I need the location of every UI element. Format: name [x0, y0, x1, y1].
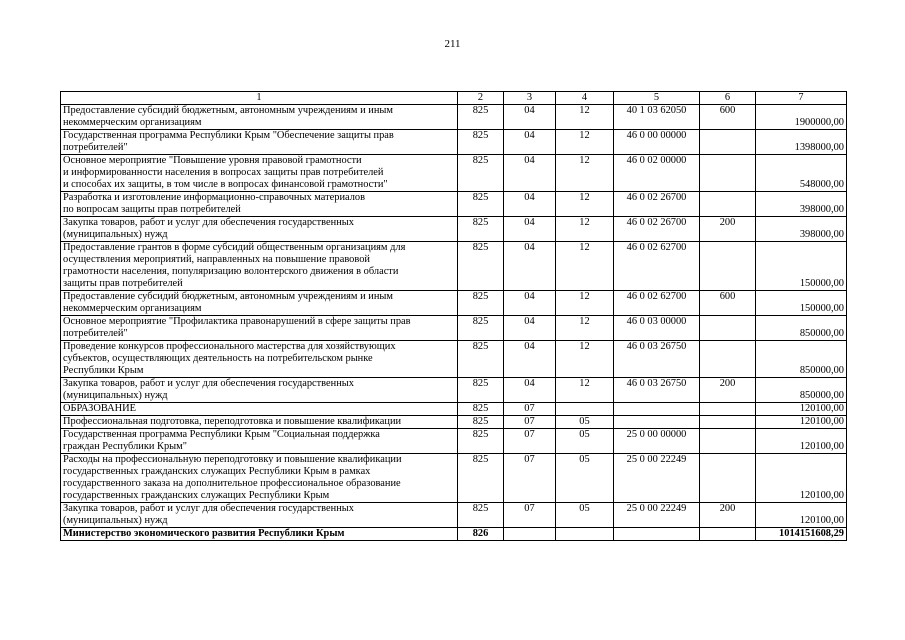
row-code-5-cell: 40 1 03 62050	[614, 105, 700, 130]
row-code-4-cell: 12	[556, 291, 614, 316]
row-code-4-cell: 12	[556, 217, 614, 242]
row-code-6-cell	[700, 130, 756, 155]
table-row	[61, 316, 847, 341]
row-code-4-cell	[556, 528, 614, 541]
row-code-5-cell: 46 0 02 00000	[614, 155, 700, 192]
row-name-cell: Предоставление субсидий бюджетным, автономным учреждениям и иным некоммерческим организациям	[61, 105, 458, 130]
page-number: 211	[444, 38, 461, 50]
table-row	[61, 217, 847, 242]
table-row	[61, 341, 847, 378]
row-code-5-cell: 46 0 02 62700	[614, 242, 700, 291]
row-code-3-cell: 04	[504, 155, 556, 192]
row-code-2-cell: 825	[458, 192, 504, 217]
row-code-5-cell	[614, 528, 700, 541]
row-code-5-cell	[614, 416, 700, 429]
row-code-5-cell	[614, 403, 700, 416]
row-amount-cell: 850000,00	[756, 316, 847, 341]
table-row	[61, 105, 847, 130]
row-code-5-cell: 46 0 02 26700	[614, 217, 700, 242]
row-code-3-cell: 07	[504, 416, 556, 429]
row-code-6-cell: 600	[700, 105, 756, 130]
row-code-5-cell: 46 0 03 26750	[614, 378, 700, 403]
row-code-4-cell: 12	[556, 242, 614, 291]
table-header-row	[61, 92, 847, 105]
row-code-5-cell: 25 0 00 00000	[614, 429, 700, 454]
row-name-cell: Расходы на профессиональную переподготовку и повышение квалификации государственных гражданских служащих Республики Крым в рамках государственного заказа на дополнительное профессиональное образование государственных гражданских служащих Республики Крым	[61, 454, 458, 503]
row-code-5-cell: 25 0 00 22249	[614, 454, 700, 503]
row-name-cell: Государственная программа Республики Крым "Социальная поддержка граждан Республики Крым"	[61, 429, 458, 454]
row-code-6-cell	[700, 528, 756, 541]
row-code-2-cell: 825	[458, 403, 504, 416]
row-name-cell: Государственная программа Республики Крым "Обеспечение защиты прав потребителей"	[61, 130, 458, 155]
row-name-cell: Министерство экономического развития Республики Крым	[61, 528, 458, 541]
row-name-cell: Предоставление грантов в форме субсидий общественным организациям для осуществления мероприятий, направленных на повышение правовой грамотности населения, популяризацию волонтерского движения в области защиты прав потребителей	[61, 242, 458, 291]
budget-table	[60, 91, 847, 541]
row-amount-cell: 1014151608,29	[756, 528, 847, 541]
row-code-2-cell: 825	[458, 130, 504, 155]
table-row	[61, 242, 847, 291]
row-code-6-cell	[700, 429, 756, 454]
row-code-3-cell: 04	[504, 291, 556, 316]
row-name-cell: ОБРАЗОВАНИЕ	[61, 403, 458, 416]
row-code-6-cell	[700, 155, 756, 192]
row-code-4-cell: 12	[556, 105, 614, 130]
row-code-3-cell: 04	[504, 130, 556, 155]
row-code-4-cell: 12	[556, 341, 614, 378]
row-code-3-cell: 07	[504, 403, 556, 416]
row-code-4-cell: 05	[556, 503, 614, 528]
header-cell: 3	[504, 92, 556, 105]
row-name-cell: Закупка товаров, работ и услуг для обеспечения государственных (муниципальных) нужд	[61, 503, 458, 528]
row-code-3-cell: 04	[504, 105, 556, 130]
table-row	[61, 403, 847, 416]
row-code-3-cell: 07	[504, 429, 556, 454]
row-code-2-cell: 825	[458, 155, 504, 192]
row-code-2-cell: 825	[458, 341, 504, 378]
row-code-3-cell: 07	[504, 454, 556, 503]
row-code-6-cell	[700, 192, 756, 217]
row-amount-cell: 850000,00	[756, 378, 847, 403]
row-code-4-cell: 12	[556, 316, 614, 341]
row-code-3-cell	[504, 528, 556, 541]
row-code-6-cell	[700, 454, 756, 503]
row-code-5-cell: 46 0 03 26750	[614, 341, 700, 378]
row-name-cell: Закупка товаров, работ и услуг для обеспечения государственных (муниципальных) нужд	[61, 217, 458, 242]
row-amount-cell: 398000,00	[756, 192, 847, 217]
row-code-3-cell: 04	[504, 192, 556, 217]
table-row	[61, 155, 847, 192]
row-code-4-cell: 12	[556, 130, 614, 155]
row-amount-cell: 150000,00	[756, 242, 847, 291]
row-name-cell: Основное мероприятие "Повышение уровня правовой грамотности и информированности населения в вопросах защиты прав потребителей и способах их защиты, в том числе в вопросах финансовой грамотности"	[61, 155, 458, 192]
row-code-6-cell	[700, 341, 756, 378]
row-code-4-cell: 12	[556, 378, 614, 403]
table-row	[61, 429, 847, 454]
row-code-6-cell: 200	[700, 378, 756, 403]
row-code-2-cell: 825	[458, 378, 504, 403]
row-code-2-cell: 825	[458, 454, 504, 503]
row-amount-cell: 1398000,00	[756, 130, 847, 155]
row-code-2-cell: 825	[458, 316, 504, 341]
row-amount-cell: 120100,00	[756, 416, 847, 429]
row-code-3-cell: 04	[504, 242, 556, 291]
row-code-5-cell: 46 0 03 00000	[614, 316, 700, 341]
row-code-5-cell: 46 0 02 62700	[614, 291, 700, 316]
row-code-2-cell: 825	[458, 416, 504, 429]
row-code-6-cell: 200	[700, 503, 756, 528]
table-row	[61, 416, 847, 429]
row-code-2-cell: 825	[458, 217, 504, 242]
header-cell: 5	[614, 92, 700, 105]
row-code-3-cell: 04	[504, 378, 556, 403]
row-code-4-cell: 12	[556, 155, 614, 192]
row-code-3-cell: 04	[504, 316, 556, 341]
row-name-cell: Основное мероприятие "Профилактика правонарушений в сфере защиты прав потребителей"	[61, 316, 458, 341]
row-code-2-cell: 825	[458, 105, 504, 130]
row-code-4-cell: 05	[556, 429, 614, 454]
header-cell: 7	[756, 92, 847, 105]
table-row	[61, 378, 847, 403]
row-amount-cell: 150000,00	[756, 291, 847, 316]
row-amount-cell: 120100,00	[756, 403, 847, 416]
row-code-5-cell: 25 0 00 22249	[614, 503, 700, 528]
header-cell: 4	[556, 92, 614, 105]
row-code-3-cell: 07	[504, 503, 556, 528]
row-code-4-cell	[556, 403, 614, 416]
row-code-6-cell: 200	[700, 217, 756, 242]
table-row	[61, 503, 847, 528]
table-row	[61, 130, 847, 155]
row-amount-cell: 120100,00	[756, 503, 847, 528]
table-row	[61, 291, 847, 316]
row-code-4-cell: 05	[556, 454, 614, 503]
row-name-cell: Проведение конкурсов профессионального мастерства для хозяйствующих субъектов, осуществляющих деятельность на потребительском рынке Республики Крым	[61, 341, 458, 378]
table-row	[61, 528, 847, 541]
header-cell: 2	[458, 92, 504, 105]
table-body	[61, 92, 847, 541]
row-name-cell: Профессиональная подготовка, переподготовка и повышение квалификации	[61, 416, 458, 429]
row-amount-cell: 398000,00	[756, 217, 847, 242]
row-code-6-cell	[700, 242, 756, 291]
header-cell: 1	[61, 92, 458, 105]
row-amount-cell: 1900000,00	[756, 105, 847, 130]
row-name-cell: Закупка товаров, работ и услуг для обеспечения государственных (муниципальных) нужд	[61, 378, 458, 403]
row-code-6-cell	[700, 403, 756, 416]
row-code-2-cell: 825	[458, 242, 504, 291]
row-code-6-cell	[700, 416, 756, 429]
header-cell: 6	[700, 92, 756, 105]
row-code-4-cell: 05	[556, 416, 614, 429]
row-name-cell: Разработка и изготовление информационно-справочных материалов по вопросам защиты прав потребителей	[61, 192, 458, 217]
row-code-3-cell: 04	[504, 341, 556, 378]
row-code-2-cell: 825	[458, 503, 504, 528]
row-code-2-cell: 826	[458, 528, 504, 541]
row-code-4-cell: 12	[556, 192, 614, 217]
row-code-3-cell: 04	[504, 217, 556, 242]
row-amount-cell: 120100,00	[756, 454, 847, 503]
row-code-2-cell: 825	[458, 291, 504, 316]
row-code-6-cell: 600	[700, 291, 756, 316]
row-amount-cell: 850000,00	[756, 341, 847, 378]
row-code-5-cell: 46 0 00 00000	[614, 130, 700, 155]
row-code-6-cell	[700, 316, 756, 341]
row-code-5-cell: 46 0 02 26700	[614, 192, 700, 217]
table-row	[61, 454, 847, 503]
row-amount-cell: 548000,00	[756, 155, 847, 192]
row-code-2-cell: 825	[458, 429, 504, 454]
row-name-cell: Предоставление субсидий бюджетным, автономным учреждениям и иным некоммерческим организациям	[61, 291, 458, 316]
row-amount-cell: 120100,00	[756, 429, 847, 454]
table-row	[61, 192, 847, 217]
